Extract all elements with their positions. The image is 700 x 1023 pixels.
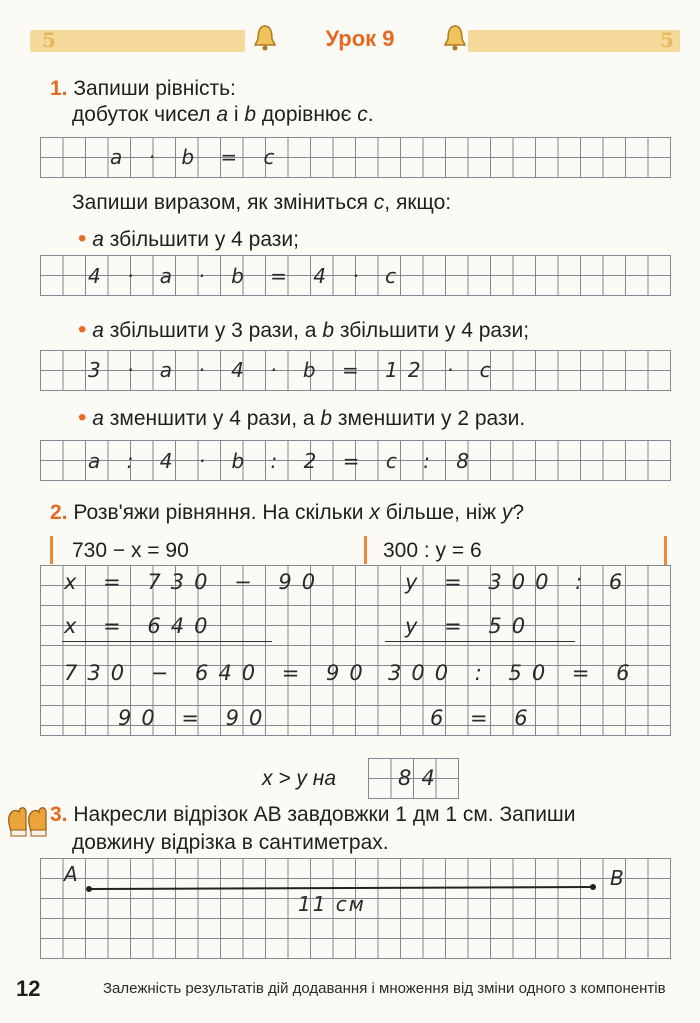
task1-number: 1. (50, 77, 68, 100)
page-number: 12 (16, 976, 41, 1001)
divider-bar (364, 536, 367, 564)
mittens-icon (5, 800, 49, 840)
task2-number: 2. (50, 501, 68, 524)
text-fragment: і (228, 103, 245, 126)
compare-answer: 84 (398, 766, 445, 790)
bullet-icon: • (78, 316, 87, 343)
header-deco-left: 5 (42, 28, 56, 52)
equation-left: 730 − x = 90 (72, 539, 189, 562)
footer-text: Залежність результатів дій додавання і множення від зміни одного з компонентів (103, 980, 666, 997)
text-fragment: зменшити у 4 рази, а (103, 407, 321, 430)
handwritten-answer: a : 4 · b : 2 = c : 8 (88, 449, 480, 473)
bell-icon (440, 23, 470, 53)
point-b-label: B (610, 866, 624, 890)
solution-left-line: 730 − 640 = 90 (64, 661, 373, 685)
var-a: a (92, 228, 104, 251)
text-fragment: . (367, 103, 374, 126)
solution-left-line: 90 = 90 (118, 706, 273, 730)
divider-bar (50, 536, 53, 564)
task3-number: 3. (50, 803, 68, 826)
bell-icon (250, 23, 280, 53)
handwritten-answer: 4 · a · b = 4 · c (88, 264, 407, 288)
text-fragment: Накресли відрізок AB завдовжки 1 дм 1 см. Запиши (73, 803, 576, 826)
var-b: b (320, 407, 333, 430)
header-band-left (30, 30, 245, 52)
text-fragment: збільшити у 3 рази, а (103, 319, 323, 342)
equation-right: 300 : y = 6 (383, 539, 482, 562)
var-c: c (373, 191, 385, 214)
var-a: a (216, 103, 229, 126)
var-c: c (357, 103, 368, 126)
task1-line2 (72, 102, 374, 128)
task1-prompt2 (72, 190, 451, 216)
segment-length-label: 11 см (298, 892, 366, 916)
text-fragment: більше, ніж (379, 501, 502, 524)
bullet-item (78, 317, 529, 344)
var-a: a (92, 319, 104, 342)
text-fragment: збільшити у 4 рази; (334, 319, 530, 342)
point-a-label: A (64, 862, 78, 886)
text-fragment: Розв'яжи рівняння. На скільки (73, 501, 370, 524)
task2-prompt (50, 500, 524, 526)
text-fragment: добуток чисел (72, 103, 217, 126)
text-fragment: дорівнює (256, 103, 358, 126)
bullet-item (78, 405, 525, 432)
handwritten-answer: a · b = c (110, 145, 285, 169)
header-deco-right: 5 (660, 28, 674, 52)
text-fragment: збільшити у 4 рази; (103, 228, 299, 251)
text-fragment: , якщо: (384, 191, 452, 214)
lesson-title: Урок 9 (325, 26, 395, 51)
var-x: x (369, 501, 380, 524)
text-fragment: зменшити у 2 рази. (332, 407, 526, 430)
solution-right-line: y = 300 : 6 (405, 570, 633, 594)
text-fragment: ? (512, 501, 525, 524)
task1-prompt-text: Запиши рівність: (73, 77, 236, 100)
var-y: y (501, 501, 513, 524)
var-b: b (244, 103, 257, 126)
underline (62, 641, 272, 642)
task3-line2: довжину відрізка в сантиметрах. (72, 831, 389, 854)
solution-right-line: 6 = 6 (430, 706, 538, 730)
text-fragment: Запиши виразом, як зміниться (72, 191, 374, 214)
bullet-item (78, 226, 299, 253)
compare-label: x > y на (262, 767, 337, 790)
solution-right-line: y = 50 (405, 614, 536, 638)
handwritten-answer: 3 · a · 4 · b = 12 · c (88, 358, 501, 382)
task3-line1 (50, 802, 576, 828)
bullet-icon: • (78, 404, 87, 431)
var-b: b (322, 319, 335, 342)
header-band-right (468, 30, 680, 52)
solution-right-line: 300 : 50 = 6 (388, 661, 640, 685)
underline (385, 641, 575, 642)
solution-left-line: x = 640 (64, 614, 218, 638)
task1-prompt (50, 76, 236, 102)
bullet-icon: • (78, 225, 87, 252)
solution-left-line: x = 730 − 90 (64, 570, 326, 594)
var-a: a (92, 407, 104, 430)
